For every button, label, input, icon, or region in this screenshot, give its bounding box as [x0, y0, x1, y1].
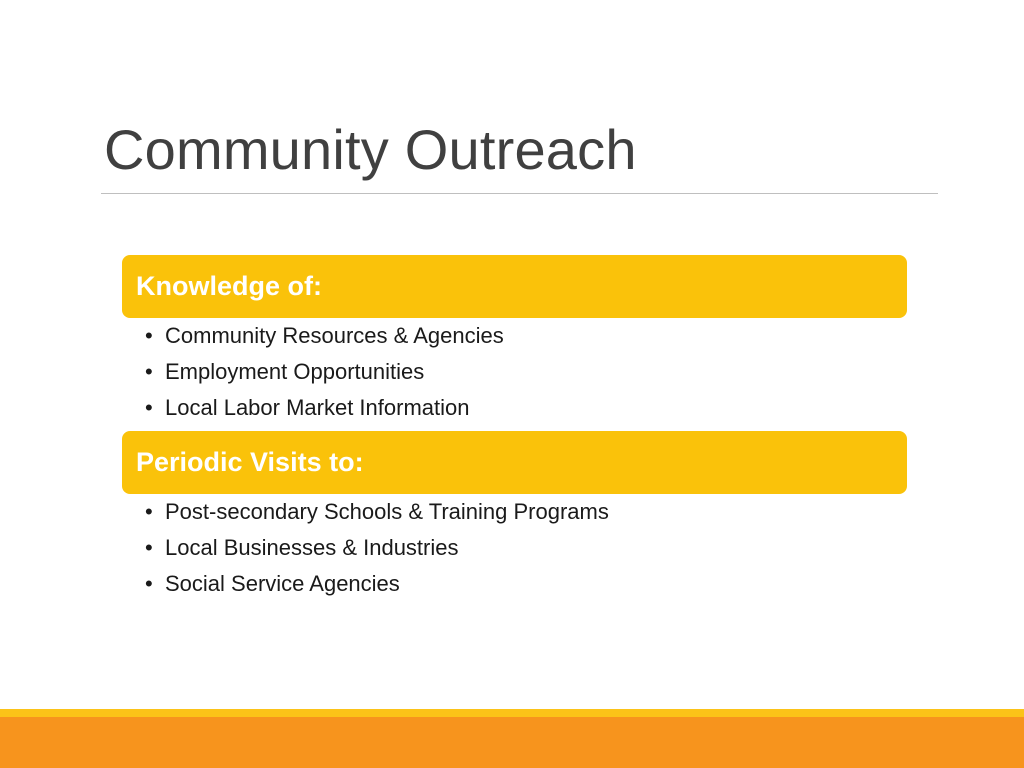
bullet-icon: •	[145, 359, 153, 384]
visits-list	[145, 494, 609, 602]
list-item	[145, 318, 504, 354]
section-header-label: Knowledge of:	[136, 271, 322, 301]
slide-title: Community Outreach	[104, 118, 637, 181]
footer-accent-stripe	[0, 709, 1024, 717]
list-item	[145, 530, 609, 566]
bullet-icon: •	[145, 535, 153, 560]
list-item	[145, 494, 609, 530]
list-item-text: Community Resources & Agencies	[165, 323, 504, 348]
title-divider	[101, 193, 938, 194]
section-header-visits	[122, 431, 907, 494]
list-item-text: Social Service Agencies	[165, 571, 400, 596]
bullet-icon: •	[145, 395, 153, 420]
bullet-icon: •	[145, 499, 153, 524]
list-item	[145, 566, 609, 602]
list-item	[145, 390, 504, 426]
knowledge-list	[145, 318, 504, 426]
list-item-text: Post-secondary Schools & Training Programs	[165, 499, 609, 524]
list-item-text: Local Labor Market Information	[165, 395, 470, 420]
section-header-label: Periodic Visits to:	[136, 447, 364, 477]
list-item	[145, 354, 504, 390]
list-item-text: Employment Opportunities	[165, 359, 425, 384]
section-header-knowledge	[122, 255, 907, 318]
bullet-icon: •	[145, 323, 153, 348]
bullet-icon: •	[145, 571, 153, 596]
list-item-text: Local Businesses & Industries	[165, 535, 459, 560]
footer-band	[0, 717, 1024, 768]
